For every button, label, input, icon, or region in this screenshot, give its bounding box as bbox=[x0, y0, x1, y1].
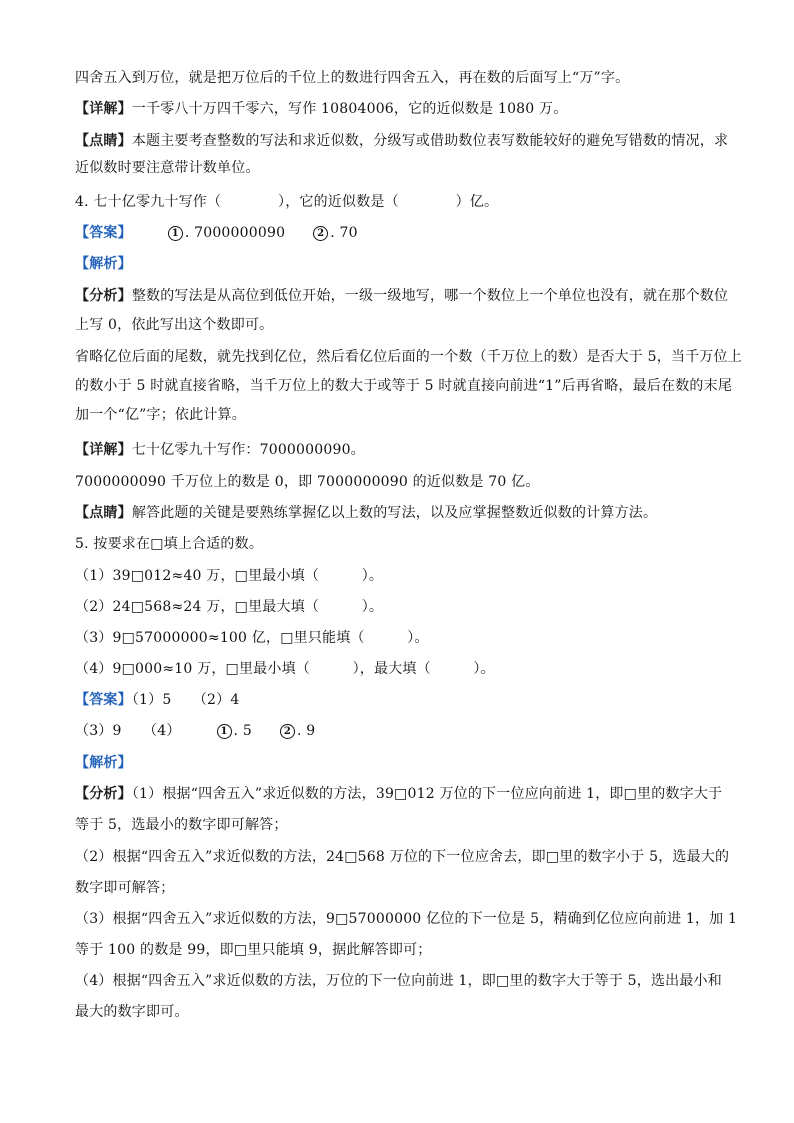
text-line: （2）根据“四舍五入”求近似数的方法，24□568 万位的下一位应舍去，即□里的数字小于 5，选最大的 bbox=[75, 849, 730, 865]
analysis-heading bbox=[75, 753, 725, 773]
analysis-line bbox=[75, 784, 725, 804]
circled-number: 2 bbox=[280, 724, 295, 739]
answer-tag: 【答案】 bbox=[75, 692, 132, 708]
text-line: 等于 5，选最小的数字即可解答； bbox=[75, 817, 288, 833]
answer-value: . 70 bbox=[330, 225, 358, 241]
circled-number: 2 bbox=[313, 226, 328, 241]
answer-value: . 7000000090 bbox=[184, 225, 286, 241]
detail-line bbox=[75, 440, 725, 460]
circled-number: 1 bbox=[217, 724, 232, 739]
analysis-heading bbox=[75, 254, 725, 274]
text-line: 数字即可解答； bbox=[75, 880, 175, 896]
text-line: 加一个“亿”字；依此计算。 bbox=[75, 407, 246, 423]
detail-text: 七十亿零九十写作：7000000090。 bbox=[131, 442, 365, 458]
text-line: 7000000090 千万位上的数是 0，即 7000000090 的近似数是 70 亿。 bbox=[75, 474, 540, 490]
text-line: 最大的数字即可。 bbox=[75, 1004, 189, 1020]
q4-answer-line bbox=[75, 223, 725, 243]
analysis-text: （1）根据“四舍五入”求近似数的方法，39□012 万位的下一位应向前进 1，即□里的数字大于 bbox=[131, 786, 723, 802]
analysis-heading-tag: 【解析】 bbox=[75, 256, 132, 272]
text-line: 四舍五入到万位，就是把万位后的千位上的数进行四舍五入，再在数的后面写上“万”字。 bbox=[75, 70, 630, 86]
comment-tag: 【点睛】 bbox=[75, 133, 132, 149]
text-line: 的数小于 5 时就直接省略，当千万位上的数大于或等于 5 时就直接向前进“1”后再省略，最后在数的末尾 bbox=[75, 378, 733, 394]
question-5-part: （3）9□57000000≈100 亿，□里只能填（ ）。 bbox=[75, 630, 429, 646]
text-line: 上写 0，依此写出这个数即可。 bbox=[75, 317, 274, 333]
circled-number: 1 bbox=[168, 226, 183, 241]
comment-tag: 【点睛】 bbox=[75, 505, 132, 521]
analysis-tag: 【分析】 bbox=[75, 288, 132, 304]
detail-text: 一千零八十万四千零六，写作 10804006，它的近似数是 1080 万。 bbox=[131, 101, 568, 117]
text-line: 等于 100 的数是 99，即□里只能填 9，据此解答即可； bbox=[75, 942, 432, 958]
answer-value: . 5 bbox=[233, 723, 252, 739]
analysis-heading-tag: 【解析】 bbox=[75, 755, 132, 771]
comment-line bbox=[75, 503, 725, 523]
question-5-part: （1）39□012≈40 万，□里最小填（ ）。 bbox=[75, 568, 384, 584]
q5-answer-line-2 bbox=[75, 721, 725, 741]
detail-tag: 【详解】 bbox=[75, 101, 132, 117]
question-5: 5. 按要求在□填上合适的数。 bbox=[75, 536, 264, 552]
comment-text: 解答此题的关键是要熟练掌握亿以上数的写法，以及应掌握整数近似数的计算方法。 bbox=[131, 505, 658, 521]
detail-line bbox=[75, 99, 725, 119]
answer-value: . 9 bbox=[296, 723, 316, 739]
question-4: 4. 七十亿零九十写作（ ），它的近似数是（ ）亿。 bbox=[75, 194, 499, 210]
answer-value: （1）5 （2）4 bbox=[131, 692, 240, 708]
comment-text: 本题主要考查整数的写法和求近似数，分级写或借助数位表写数能较好的避免写错数的情况，求 bbox=[131, 133, 729, 149]
analysis-tag: 【分析】 bbox=[75, 786, 132, 802]
analysis-line bbox=[75, 286, 729, 306]
answer-value: （3）9 （4） bbox=[75, 723, 181, 739]
text-line: 省略亿位后面的尾数，就先找到亿位，然后看亿位后面的一个数（千万位上的数）是否大于 5，当千万位上 bbox=[75, 349, 742, 365]
text-line: 近似数时要注意带计数单位。 bbox=[75, 160, 260, 176]
q5-answer-line bbox=[75, 690, 725, 710]
question-5-part: （4）9□000≈10 万，□里最小填（ ），最大填（ ）。 bbox=[75, 661, 495, 677]
question-5-part: （2）24□568≈24 万，□里最大填（ ）。 bbox=[75, 599, 384, 615]
answer-tag: 【答案】 bbox=[75, 225, 132, 241]
text-line: （3）根据“四舍五入”求近似数的方法，9□57000000 亿位的下一位是 5，精确到亿位应向前进 1，加 1 bbox=[75, 911, 738, 927]
comment-line bbox=[75, 131, 729, 151]
analysis-text: 整数的写法是从高位到低位开始，一级一级地写，哪一个数位上一个单位也没有，就在那个数位 bbox=[131, 288, 729, 304]
text-line: （4）根据“四舍五入”求近似数的方法，万位的下一位向前进 1，即□里的数字大于等于 5，选出最小和 bbox=[75, 973, 722, 989]
detail-tag: 【详解】 bbox=[75, 442, 132, 458]
